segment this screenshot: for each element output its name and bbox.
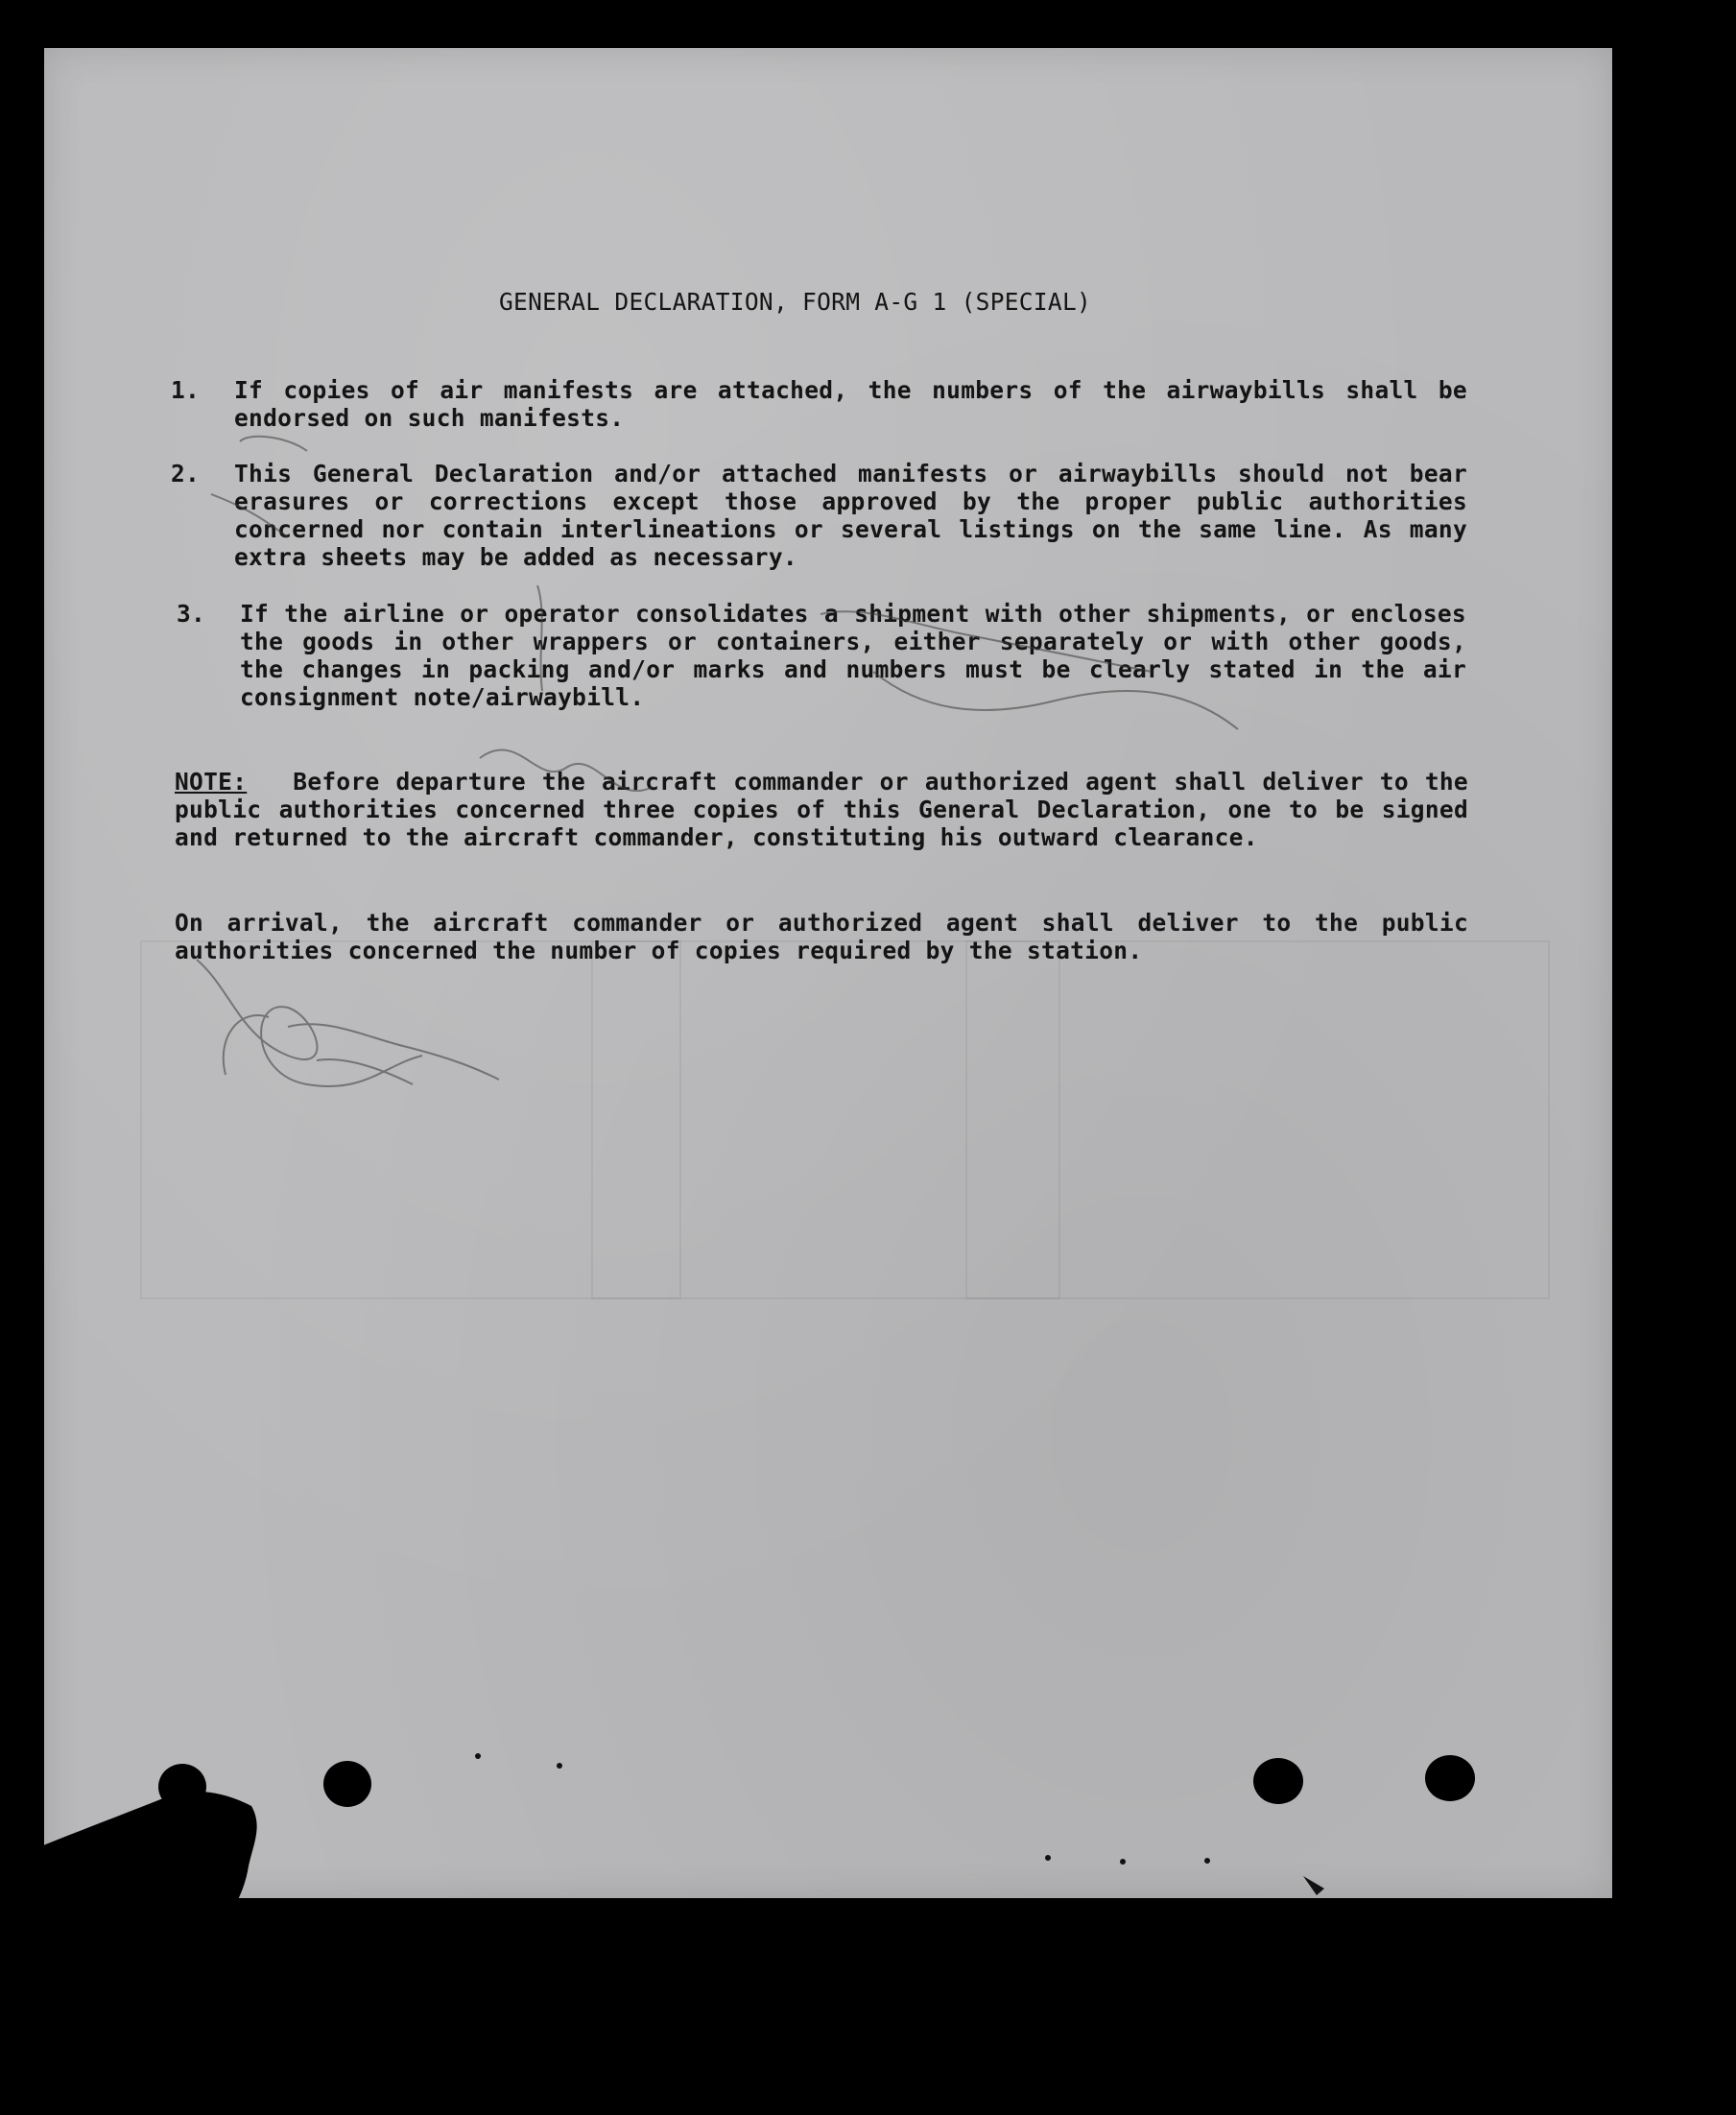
bleed-through-box-1 bbox=[140, 940, 1550, 1299]
punch-hole bbox=[323, 1761, 371, 1807]
paper-sheet bbox=[44, 48, 1612, 1898]
form-title: GENERAL DECLARATION, FORM A-G 1 (SPECIAL) bbox=[499, 288, 1092, 316]
bleed-through-box-2 bbox=[591, 940, 681, 1299]
item-number: 1. bbox=[171, 376, 201, 404]
punch-hole bbox=[1425, 1755, 1475, 1801]
note-text: Before departure the aircraft commander or authorized agent shall deliver to the public authorities concerned three copies of this General Declaration, one to be signed and returned to the aircraft commander, constituting his outward clearance. bbox=[175, 768, 1468, 851]
item-number: 2. bbox=[171, 460, 201, 487]
punch-hole bbox=[1253, 1758, 1303, 1804]
bleed-through-box-3 bbox=[965, 940, 1060, 1299]
item-text: This General Declaration and/or attached manifests or airwaybills should not bear erasures or corrections except those approved by the proper public authorities concerned nor contain interlineations or several listings on the same line. As many extra sheets may be added as necessary. bbox=[234, 460, 1467, 571]
item-text: If copies of air manifests are attached, the numbers of the airwaybills shall be endorsed on such manifests. bbox=[234, 376, 1467, 432]
departure-note bbox=[175, 768, 1468, 851]
note-label: NOTE: bbox=[175, 768, 248, 796]
item-number: 3. bbox=[177, 600, 206, 628]
item-text: If the airline or operator consolidates a shipment with other shipments, or encloses the goods in other wrappers or containers, either separately or with other goods, the changes in packing and/or marks and numbers must be clearly stated in the air consignment note/airwaybill. bbox=[240, 600, 1466, 711]
punch-hole bbox=[158, 1764, 206, 1810]
arrival-note: On arrival, the aircraft commander or authorized agent shall deliver to the public authorities concerned the number of copies required by the station. bbox=[175, 909, 1468, 964]
